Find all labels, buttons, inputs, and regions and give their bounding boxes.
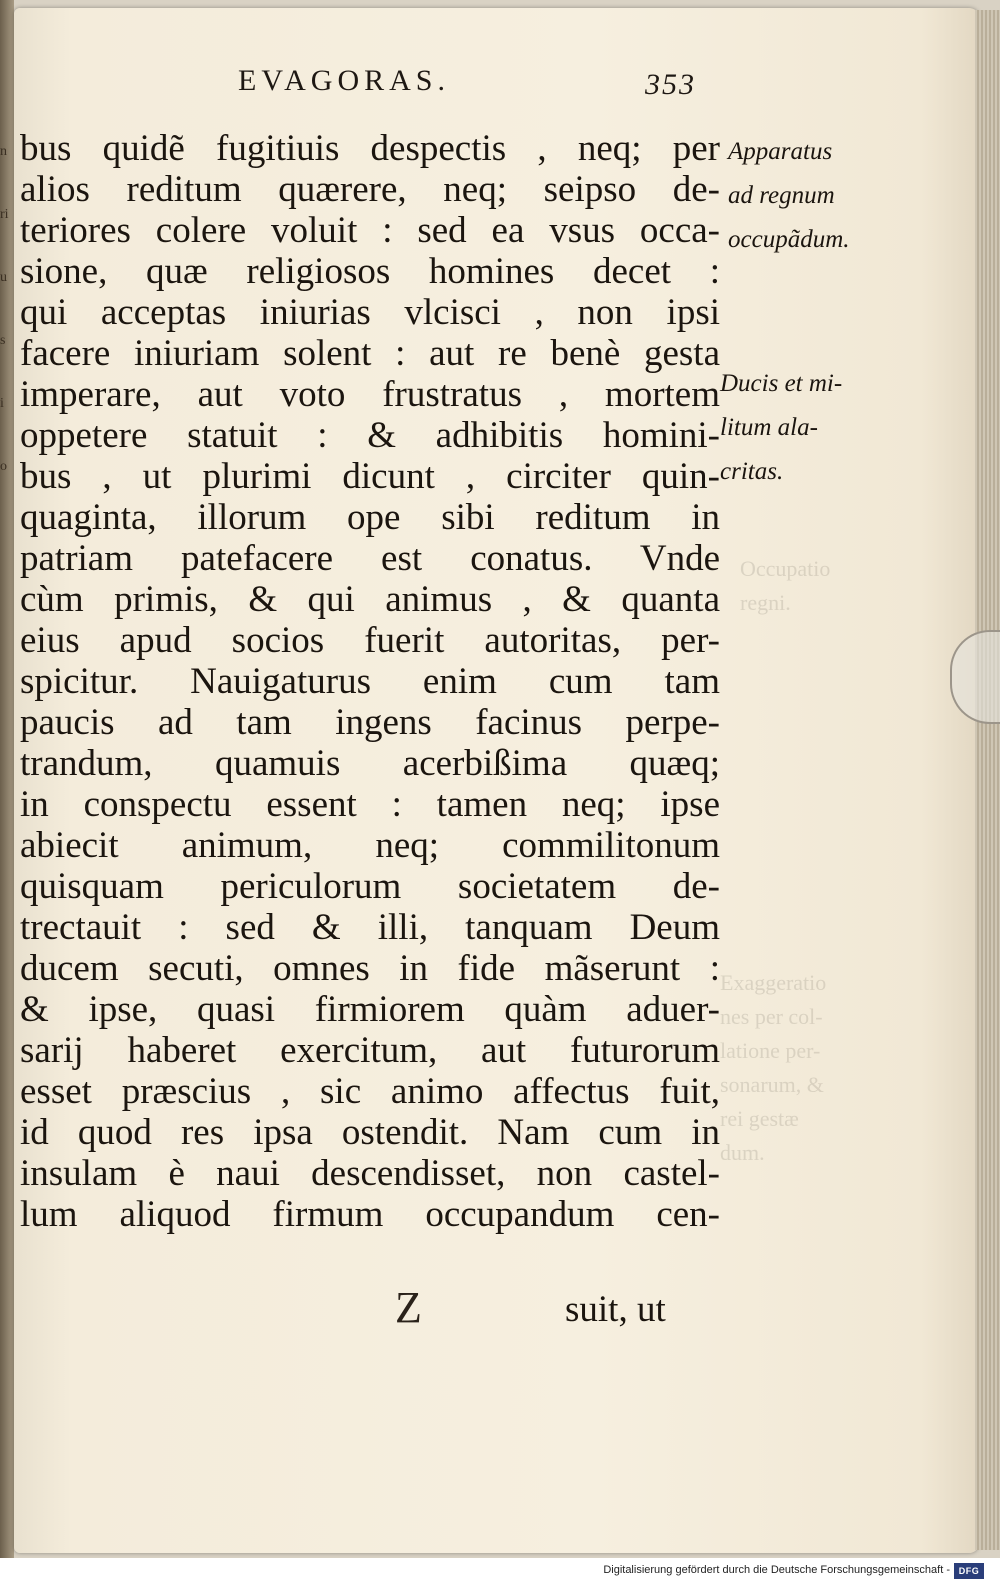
text-line: teriores colere voluit : sed ea vsus occa- [20, 210, 720, 251]
text-line: in conspectu essent : tamen neq; ipse [20, 784, 720, 825]
margin-note-line: Ducis et mi- [720, 370, 843, 397]
text-line: trectauit : sed & illi, tanquam Deum [20, 907, 720, 948]
margin-note-ducis [720, 362, 842, 494]
facing-page-fragment: n ri u s i o [0, 144, 9, 474]
text-line: imperare, aut voto frustratus , mortem [20, 374, 720, 415]
margin-note-line: occupãdum. [728, 226, 850, 253]
signature-mark: Z [395, 1283, 422, 1332]
text-line: abiecit animum, neq; commilitonum [20, 825, 720, 866]
margin-note-line: litum ala- [720, 414, 818, 441]
text-line: bus quidẽ fugitiuis despectis , neq; per [20, 128, 720, 169]
funding-credit: Digitalisierung gefördert durch die Deutsche Forschungsgemeinschaft - [603, 1564, 950, 1576]
text-line: qui acceptas iniurias vlcisci , non ipsi [20, 292, 720, 333]
text-line: trandum, quamuis acerbißima quæq; [20, 743, 720, 784]
text-line: insulam è naui descendisset, non castel- [20, 1153, 720, 1194]
margin-note-line: critas. [720, 458, 784, 485]
text-line: eius apud socios fuerit autoritas, per- [20, 620, 720, 661]
margin-note-line: Apparatus [728, 138, 833, 165]
margin-note-line: ad regnum [728, 182, 835, 209]
catchword: suit, ut [565, 1289, 666, 1330]
body-text [20, 128, 720, 1235]
text-line: sione, quæ religiosos homines decet : [20, 251, 720, 292]
text-line: & ipse, quasi firmiorem quàm aduer- [20, 989, 720, 1030]
text-line: quisquam periculorum societatem de- [20, 866, 720, 907]
page-edges [975, 10, 1000, 1550]
text-line: lum aliquod firmum occupandum cen- [20, 1194, 720, 1235]
text-line: ducem secuti, omnes in fide mãserunt : [20, 948, 720, 989]
text-line: patriam patefacere est conatus. Vnde [20, 538, 720, 579]
margin-note-apparatus [728, 130, 850, 262]
text-line: quaginta, illorum ope sibi reditum in [20, 497, 720, 538]
text-line: facere iniuriam solent : aut re benè gesta [20, 333, 720, 374]
text-line: spicitur. Nauigaturus enim cum tam [20, 661, 720, 702]
text-line: cùm primis, & qui animus , & quanta [20, 579, 720, 620]
text-line: bus , ut plurimi dicunt , circiter quin- [20, 456, 720, 497]
show-through-text: Occupatio regni. [740, 556, 831, 615]
digitization-footer [0, 1558, 1000, 1588]
show-through-text: Exaggeratio nes per col- latione per- sonarum, & rei gestæ dum. [720, 970, 827, 1165]
text-line: esset præscius , sic animo affectus fuit, [20, 1071, 720, 1112]
text-line: paucis ad tam ingens facinus perpe- [20, 702, 720, 743]
text-line: id quod res ipsa ostendit. Nam cum in [20, 1112, 720, 1153]
page-header [0, 64, 1000, 104]
running-title: EVAGORAS. [238, 64, 450, 97]
text-line: oppetere statuit : & adhibitis homini- [20, 415, 720, 456]
dfg-logo: DFG [954, 1563, 984, 1579]
text-line: alios reditum quærere, neq; seipso de- [20, 169, 720, 210]
page-number: 353 [645, 68, 696, 101]
text-line: sarij haberet exercitum, aut futurorum [20, 1030, 720, 1071]
